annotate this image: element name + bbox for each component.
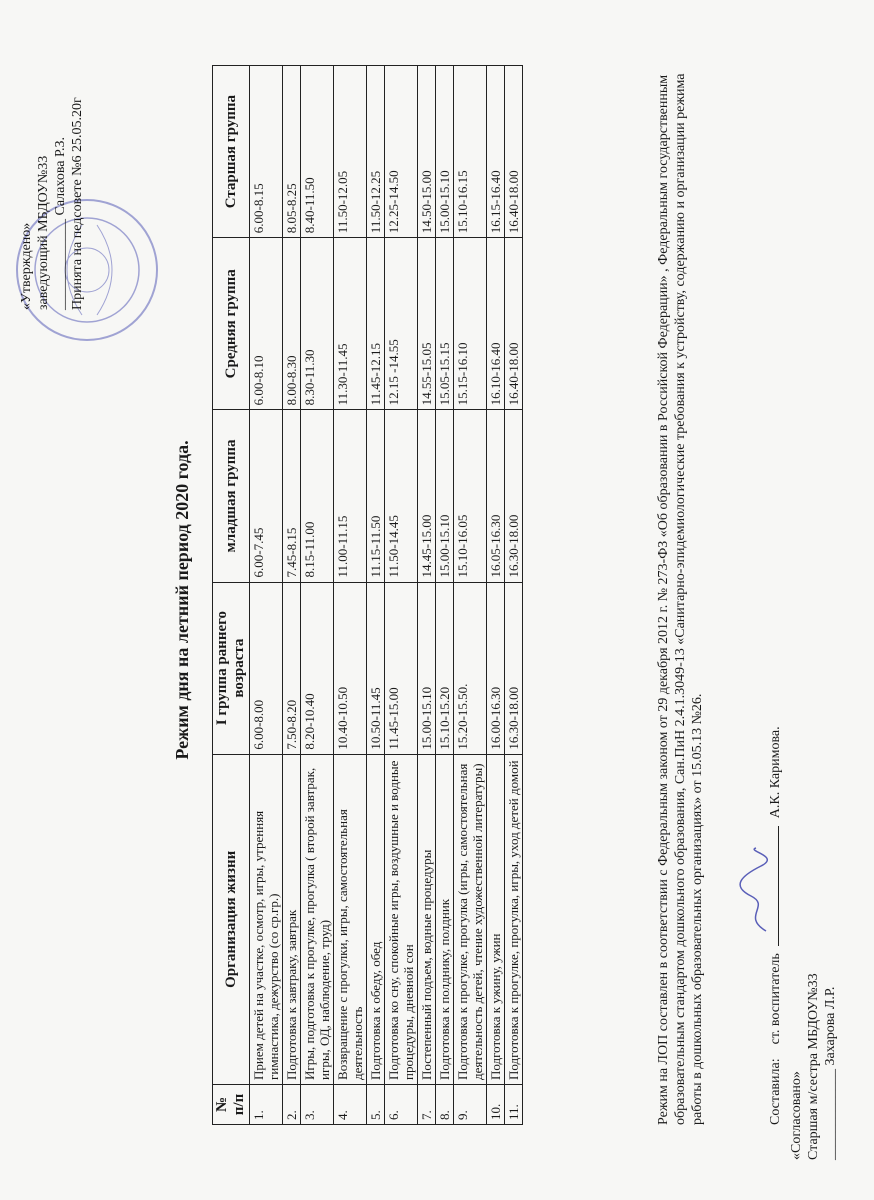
row-num: 6. [385, 1084, 418, 1124]
header-group-middle: Средняя группа [213, 238, 250, 410]
agreement-heading: «Согласовано» [789, 1071, 804, 1160]
row-group-junior: 15.00-15.10 [436, 410, 454, 582]
row-group-early: 16.30-18.00 [505, 582, 523, 754]
row-activity: Подготовка ко сну, спокойные игры, воздушные и водные процедуры, дневной сон [385, 754, 418, 1084]
row-group-junior: 16.30-18.00 [505, 410, 523, 582]
header-group-early: I группа раннего возраста [213, 582, 250, 754]
row-group-early: 10.50-11.45 [367, 582, 385, 754]
row-group-middle: 8.30-11.30 [301, 238, 334, 410]
row-group-junior: 11.15-11.50 [367, 410, 385, 582]
row-group-middle: 16.40-18.00 [505, 238, 523, 410]
row-group-senior: 14.50-15.00 [418, 66, 436, 238]
row-group-middle: 15.15-16.10 [454, 238, 487, 410]
row-group-early: 16.00-16.30 [487, 582, 505, 754]
row-num: 3. [301, 1084, 334, 1124]
row-group-senior: 8.40-11.50 [301, 66, 334, 238]
row-activity: Возвращение с прогулки, игры, самостоятельная деятельность [334, 754, 367, 1084]
table-row [283, 66, 301, 1125]
signature-icon [736, 846, 776, 936]
row-group-junior: 11.50-14.45 [385, 410, 418, 582]
approval-heading: «Утверждено» [19, 222, 34, 310]
row-activity: Подготовка к ужину, ужин [487, 754, 505, 1084]
row-group-senior: 11.50-12.05 [334, 66, 367, 238]
approval-council: Принята на педсовете №6 25.05.20г [70, 97, 85, 310]
composed-name: А.К. Каримова. [768, 726, 783, 819]
table-row [454, 66, 487, 1125]
row-group-junior: 8.15-11.00 [301, 410, 334, 582]
composed-by [766, 425, 784, 1125]
row-group-junior: 15.10-16.05 [454, 410, 487, 582]
table-row [385, 66, 418, 1125]
row-num: 10. [487, 1084, 505, 1124]
table-row [436, 66, 454, 1125]
row-group-middle: 8.00-8.30 [283, 238, 301, 410]
signature-line [766, 826, 779, 946]
row-group-early: 8.20-10.40 [301, 582, 334, 754]
row-group-middle: 16.10-16.40 [487, 238, 505, 410]
row-activity: Прием детей на участке, осмотр, игры, утренняя гимнастика, дежурство (со ср.гр.) [250, 754, 283, 1084]
row-activity: Постепенный подъем, водные процедуры [418, 754, 436, 1084]
row-group-middle: 15.05-15.15 [436, 238, 454, 410]
row-num: 11. [505, 1084, 523, 1124]
row-group-early: 6.00-8.00 [250, 582, 283, 754]
row-group-early: 15.10-15.20 [436, 582, 454, 754]
row-activity: Подготовка к полднику, полдник [436, 754, 454, 1084]
legal-footnote: Режим на ЛОП составлен в соответствии с Федеральным законом от 29 декабря 2012 г. № 273-ФЗ «Об образовании в Российской Федерации» , Федеральным государственным образовательным стандартом дошкольного образования, Сан.ПиН 2.4.1.3049-13 «Санитарно-эпидемиологические требования к устройству, содержанию и организации режима работы в дошкольных образовательных организациях» от 15.05.13 №26. [656, 73, 705, 1125]
row-group-early: 11.45-15.00 [385, 582, 418, 754]
approval-position: заведующий МБДОУ№33 [36, 155, 51, 310]
approval-block [18, 10, 86, 310]
row-group-junior: 14.45-15.00 [418, 410, 436, 582]
row-num: 8. [436, 1084, 454, 1124]
table-row [250, 66, 283, 1125]
row-num: 1. [250, 1084, 283, 1124]
agreement-signature: _____________ Захарова Л.Р. [823, 986, 838, 1160]
header-num: № п/п [213, 1084, 250, 1124]
row-group-senior: 15.10-16.15 [454, 66, 487, 238]
agreement-position: Старшая м/сестра МБДОУ№33 [806, 973, 821, 1160]
approval-signature: _____________ Салахова Р.З. [53, 136, 68, 310]
row-group-senior: 8.05-8.25 [283, 66, 301, 238]
row-group-senior: 11.50-12.25 [367, 66, 385, 238]
row-group-senior: 16.40-18.00 [505, 66, 523, 238]
row-group-early: 7.50-8.20 [283, 582, 301, 754]
row-num: 9. [454, 1084, 487, 1124]
row-num: 7. [418, 1084, 436, 1124]
row-group-senior: 16.15-16.40 [487, 66, 505, 238]
schedule-table [212, 65, 523, 1125]
row-group-middle: 6.00-8.10 [250, 238, 283, 410]
row-group-senior: 15.00-15.10 [436, 66, 454, 238]
table-row [334, 66, 367, 1125]
row-num: 5. [367, 1084, 385, 1124]
page-title: Режим дня на летний период 2020 года. [172, 440, 192, 760]
row-group-early: 15.00-15.10 [418, 582, 436, 754]
row-group-early: 10.40-10.50 [334, 582, 367, 754]
row-group-senior: 12.25-14.50 [385, 66, 418, 238]
row-group-middle: 14.55-15.05 [418, 238, 436, 410]
row-group-early: 15.20-15.50. [454, 582, 487, 754]
table-row [301, 66, 334, 1125]
row-activity: Подготовка к прогулке, прогулка, игры, уход детей домой [505, 754, 523, 1084]
row-num: 4. [334, 1084, 367, 1124]
row-group-senior: 6.00-8.15 [250, 66, 283, 238]
table-row [487, 66, 505, 1125]
row-group-junior: 11.00-11.15 [334, 410, 367, 582]
row-activity: Игры, подготовка к прогулке, прогулка ( второй завтрак, игры, ОД, наблюдение, труд) [301, 754, 334, 1084]
table-row [505, 66, 523, 1125]
table-header-row [213, 66, 250, 1125]
row-group-middle: 12.15 -14.55 [385, 238, 418, 410]
row-group-middle: 11.45-12.15 [367, 238, 385, 410]
header-group-senior: Старшая группа [213, 66, 250, 238]
table-row [367, 66, 385, 1125]
table-row [418, 66, 436, 1125]
row-activity: Подготовка к прогулке, прогулка (игры, самостоятельная деятельность детей, чтение художественной литературы) [454, 754, 487, 1084]
composed-role: ст. воспитатель [768, 953, 783, 1045]
row-num: 2. [283, 1084, 301, 1124]
row-activity: Подготовка к завтраку, завтрак [283, 754, 301, 1084]
header-activity: Организация жизни [213, 754, 250, 1084]
header-group-junior: младшая группа [213, 410, 250, 582]
row-group-junior: 6.00-7.45 [250, 410, 283, 582]
agreement-block [788, 900, 839, 1160]
row-group-junior: 16.05-16.30 [487, 410, 505, 582]
row-group-junior: 7.45-8.15 [283, 410, 301, 582]
row-group-middle: 11.30-11.45 [334, 238, 367, 410]
row-activity: Подготовка к обеду, обед [367, 754, 385, 1084]
composed-label: Составила: [768, 1058, 783, 1125]
